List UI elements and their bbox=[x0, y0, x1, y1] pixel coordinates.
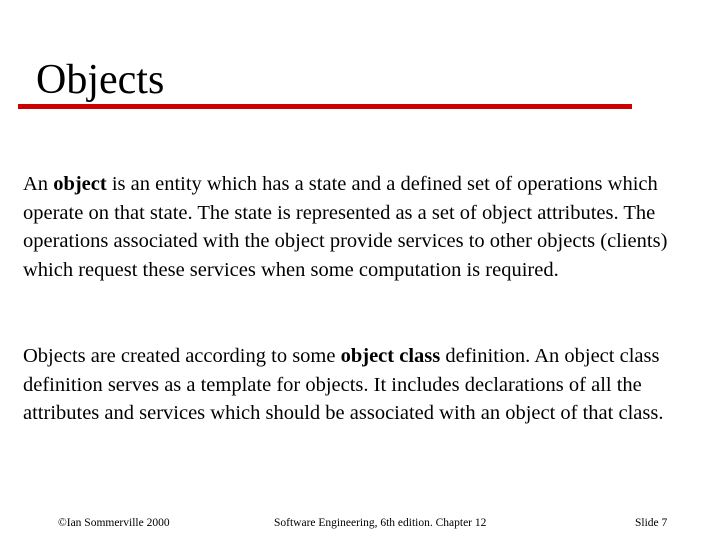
paragraph-2-text-b: definition. An object class definition serves as a template for objects. It includes declarations of all the attributes and services which should be associated with an object of that class. bbox=[23, 345, 664, 424]
paragraph-object-definition bbox=[23, 170, 683, 284]
paragraph-2-text-a: Objects are created according to some bbox=[23, 345, 341, 367]
footer-copyright: ©Ian Sommerville 2000 bbox=[58, 517, 170, 529]
term-object-class: object class bbox=[340, 345, 441, 367]
paragraph-1-text-b: is an entity which has a state and a defined set of operations which operate on that state. The state is represented as a set of object attributes. The operations associated with the object provide services to other objects (clients) which request these services when some computation is required. bbox=[23, 173, 668, 281]
slide-title: Objects bbox=[36, 57, 165, 103]
paragraph-1-text-a: An bbox=[23, 173, 54, 195]
footer-course-title: Software Engineering, 6th edition. Chapter 12 bbox=[274, 517, 487, 529]
term-object: object bbox=[53, 173, 107, 195]
paragraph-object-class bbox=[23, 342, 683, 428]
title-underline bbox=[18, 104, 632, 109]
footer-slide-number: Slide 7 bbox=[635, 517, 668, 529]
